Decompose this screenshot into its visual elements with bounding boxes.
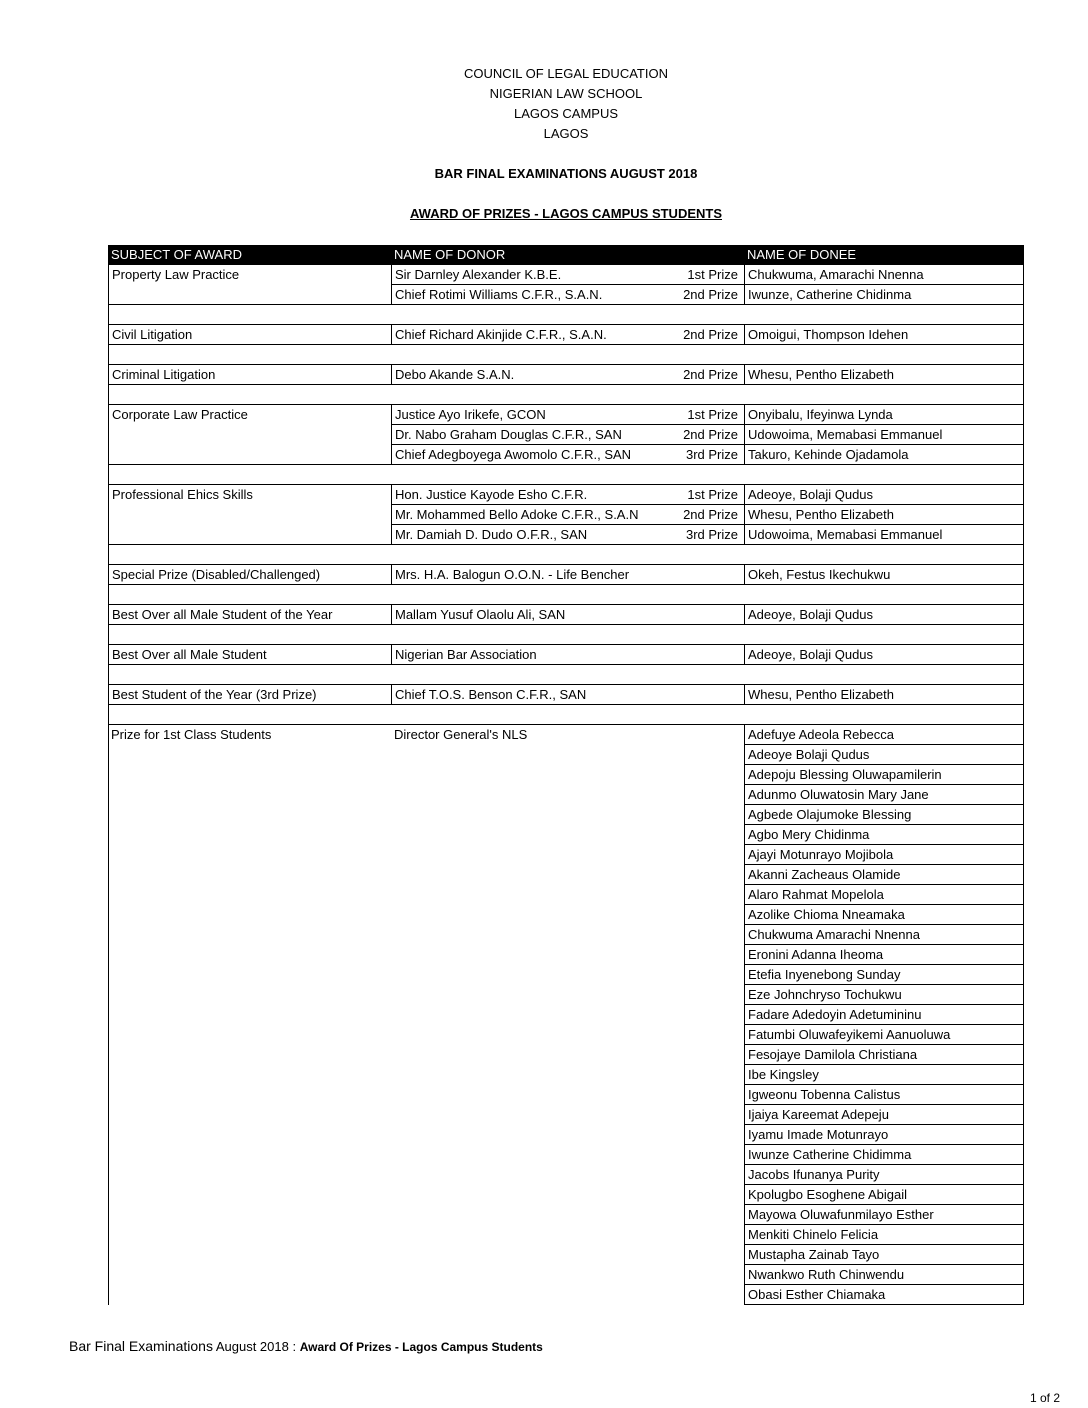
subject-cell: Best Student of the Year (3rd Prize) <box>108 685 391 705</box>
donee-cell: Eze Johnchryso Tochukwu <box>744 985 1024 1005</box>
donee-cell: Akanni Zacheaus Olamide <box>744 865 1024 885</box>
donee-cell: Igweonu Tobenna Calistus <box>744 1085 1024 1105</box>
footer-date: August 2018 : <box>212 1339 300 1354</box>
table-header-row <box>108 245 1024 265</box>
donee-cell: Nwankwo Ruth Chinwendu <box>744 1265 1024 1285</box>
prize-cell: 2nd Prize <box>683 367 738 382</box>
table-row <box>108 565 1024 585</box>
donee-cell: Etefia Inyenebong Sunday <box>744 965 1024 985</box>
table-row <box>108 925 1024 945</box>
donee-cell: Chukwuma Amarachi Nnenna <box>744 925 1024 945</box>
table-row <box>108 325 1024 345</box>
prize-cell <box>663 565 741 585</box>
donee-cell: Eronini Adanna Iheoma <box>744 945 1024 965</box>
prize-cell: 2nd Prize <box>683 287 738 302</box>
subject-cell: Professional Ehics Skills <box>108 485 391 505</box>
donee-cell: Iwunze Catherine Chidimma <box>744 1145 1024 1165</box>
table-row <box>108 765 1024 785</box>
spacer-row <box>108 385 1024 405</box>
prize-cell <box>663 605 741 625</box>
donor-cell: Chief Adegboyega Awomolo C.F.R., SAN <box>391 445 744 465</box>
donee-cell: Fesojaye Damilola Christiana <box>744 1045 1024 1065</box>
subject-cell: Prize for 1st Class Students <box>111 727 272 742</box>
table-row <box>108 865 1024 885</box>
table-row <box>108 1205 1024 1225</box>
donee-cell: Adeoye, Bolaji Qudus <box>744 605 1024 625</box>
donee-cell: Fatumbi Oluwafeyikemi Aanuoluwa <box>744 1025 1024 1045</box>
prize-cell: 1st Prize <box>687 487 738 502</box>
table-row <box>108 825 1024 845</box>
column-header-donor: NAME OF DONOR <box>394 247 506 262</box>
donor-cell: Sir Darnley Alexander K.B.E. <box>391 265 744 285</box>
donor-cell: Chief Richard Akinjide C.F.R., S.A.N. <box>391 325 744 345</box>
donee-cell: Agbo Mery Chidinma <box>744 825 1024 845</box>
subject-cell: Best Over all Male Student of the Year <box>108 605 391 625</box>
donee-cell: Whesu, Pentho Elizabeth <box>744 365 1024 385</box>
subject-cell: Criminal Litigation <box>108 365 391 385</box>
prize-cell: 1st Prize <box>687 267 738 282</box>
school-title: NIGERIAN LAW SCHOOL <box>489 86 643 101</box>
prize-cell <box>663 645 741 665</box>
table-row <box>108 1065 1024 1085</box>
prize-cell: 2nd Prize <box>683 507 738 522</box>
subject-cell <box>108 505 391 525</box>
donee-cell: Adeoye Bolaji Qudus <box>744 745 1024 765</box>
subject-cell <box>108 445 391 465</box>
section-title-text: AWARD OF PRIZES - LAGOS CAMPUS STUDENTS <box>409 206 722 221</box>
table-row <box>108 685 1024 705</box>
city-title: LAGOS <box>543 126 589 141</box>
table-row <box>108 985 1024 1005</box>
table-row <box>108 725 1024 745</box>
subject-cell <box>108 285 391 305</box>
subject-cell: Property Law Practice <box>108 265 391 285</box>
table-row <box>108 1285 1024 1305</box>
donee-cell: Udowoima, Memabasi Emmanuel <box>744 425 1024 445</box>
spacer-row <box>108 705 1024 725</box>
donee-cell: Mayowa Oluwafunmilayo Esther <box>744 1205 1024 1225</box>
prize-cell: 2nd Prize <box>683 427 738 442</box>
table-row <box>108 445 1024 465</box>
table-row <box>108 1145 1024 1165</box>
donor-cell: Mrs. H.A. Balogun O.O.N. - Life Bencher <box>391 565 744 585</box>
donor-cell: Chief T.O.S. Benson C.F.R., SAN <box>391 685 744 705</box>
prize-cell: 3rd Prize <box>685 527 738 542</box>
table-row <box>108 1245 1024 1265</box>
donee-cell: Whesu, Pentho Elizabeth <box>744 685 1024 705</box>
donee-cell: Fadare Adedoyin Adetumininu <box>744 1005 1024 1025</box>
table-left-border <box>108 725 109 1305</box>
donee-cell: Jacobs Ifunanya Purity <box>744 1165 1024 1185</box>
spacer-row <box>108 305 1024 325</box>
donor-cell: Director General's NLS <box>394 727 528 742</box>
donor-cell: Dr. Nabo Graham Douglas C.F.R., SAN <box>391 425 744 445</box>
table-row <box>108 285 1024 305</box>
exam-title: BAR FINAL EXAMINATIONS AUGUST 2018 <box>434 166 698 181</box>
donee-cell: Whesu, Pentho Elizabeth <box>744 505 1024 525</box>
table-row <box>108 1025 1024 1045</box>
column-header-donee: NAME OF DONEE <box>747 247 857 262</box>
page-number: 1 of 2 <box>1030 1391 1061 1405</box>
table-row <box>108 805 1024 825</box>
table-row <box>108 265 1024 285</box>
donee-cell: Takuro, Kehinde Ojadamola <box>744 445 1024 465</box>
donee-cell: Ibe Kingsley <box>744 1065 1024 1085</box>
table-row <box>108 1185 1024 1205</box>
donor-cell: Chief Rotimi Williams C.F.R., S.A.N. <box>391 285 744 305</box>
footer-exam-name: Bar Final Examinations <box>69 1338 213 1354</box>
table-row <box>108 525 1024 545</box>
donee-cell: Ijaiya Kareemat Adepeju <box>744 1105 1024 1125</box>
table-row <box>108 945 1024 965</box>
donee-cell: Adeoye, Bolaji Qudus <box>744 645 1024 665</box>
table-row <box>108 1125 1024 1145</box>
donor-cell: Hon. Justice Kayode Esho C.F.R. <box>391 485 744 505</box>
donor-cell: Debo Akande S.A.N. <box>391 365 744 385</box>
table-row <box>108 405 1024 425</box>
subject-cell <box>108 425 391 445</box>
table-row <box>108 1005 1024 1025</box>
table-row <box>108 605 1024 625</box>
donee-cell: Mustapha Zainab Tayo <box>744 1245 1024 1265</box>
spacer-row <box>108 665 1024 685</box>
table-row <box>108 1105 1024 1125</box>
prize-cell: 2nd Prize <box>683 327 738 342</box>
table-row <box>108 425 1024 445</box>
donee-cell: Okeh, Festus Ikechukwu <box>744 565 1024 585</box>
table-row <box>108 505 1024 525</box>
donor-cell: Mallam Yusuf Olaolu Ali, SAN <box>391 605 744 625</box>
table-row <box>108 1265 1024 1285</box>
spacer-row <box>108 465 1024 485</box>
donee-cell: Omoigui, Thompson Idehen <box>744 325 1024 345</box>
donee-cell: Alaro Rahmat Mopelola <box>744 885 1024 905</box>
subject-cell: Best Over all Male Student <box>108 645 391 665</box>
donee-cell: Agbede Olajumoke Blessing <box>744 805 1024 825</box>
table-row <box>108 885 1024 905</box>
donor-cell: Mr. Damiah D. Dudo O.F.R., SAN <box>391 525 744 545</box>
table-row <box>108 1085 1024 1105</box>
subject-cell <box>108 525 391 545</box>
donee-cell: Menkiti Chinelo Felicia <box>744 1225 1024 1245</box>
table-row <box>108 485 1024 505</box>
spacer-row <box>108 585 1024 605</box>
table-row <box>108 645 1024 665</box>
page-footer <box>69 1338 543 1354</box>
donee-cell: Azolike Chioma Nneamaka <box>744 905 1024 925</box>
donee-cell: Obasi Esther Chiamaka <box>744 1285 1024 1305</box>
prize-cell: 3rd Prize <box>685 447 738 462</box>
spacer-row <box>108 545 1024 565</box>
donee-cell: Onyibalu, Ifeyinwa Lynda <box>744 405 1024 425</box>
donor-cell: Mr. Mohammed Bello Adoke C.F.R., S.A.N <box>391 505 744 525</box>
donee-cell: Kpolugbo Esoghene Abigail <box>744 1185 1024 1205</box>
subject-cell: Special Prize (Disabled/Challenged) <box>108 565 391 585</box>
council-title: COUNCIL OF LEGAL EDUCATION <box>464 66 668 81</box>
table-row <box>108 1045 1024 1065</box>
footer-section: Award Of Prizes - Lagos Campus Students <box>299 1340 543 1354</box>
donee-cell: Iyamu Imade Motunrayo <box>744 1125 1024 1145</box>
table-row <box>108 965 1024 985</box>
table-row <box>108 365 1024 385</box>
prize-cell: 1st Prize <box>687 407 738 422</box>
donee-cell: Iwunze, Catherine Chidinma <box>744 285 1024 305</box>
table-row <box>108 745 1024 765</box>
donee-cell: Adeoye, Bolaji Qudus <box>744 485 1024 505</box>
spacer-row <box>108 625 1024 645</box>
column-header-subject: SUBJECT OF AWARD <box>111 247 242 262</box>
table-row <box>108 845 1024 865</box>
donee-cell: Adunmo Oluwatosin Mary Jane <box>744 785 1024 805</box>
spacer-row <box>108 345 1024 365</box>
subject-cell: Civil Litigation <box>108 325 391 345</box>
donor-cell: Nigerian Bar Association <box>391 645 744 665</box>
subject-cell: Corporate Law Practice <box>108 405 391 425</box>
table-row <box>108 1165 1024 1185</box>
prize-cell <box>663 685 741 705</box>
donor-cell: Justice Ayo Irikefe, GCON <box>391 405 744 425</box>
donee-cell: Udowoima, Memabasi Emmanuel <box>744 525 1024 545</box>
donee-cell: Adefuye Adeola Rebecca <box>744 725 1024 745</box>
donee-cell: Ajayi Motunrayo Mojibola <box>744 845 1024 865</box>
campus-title: LAGOS CAMPUS <box>513 106 619 121</box>
table-row <box>108 785 1024 805</box>
section-title <box>0 204 1088 224</box>
table-row <box>108 1225 1024 1245</box>
donee-cell: Chukwuma, Amarachi Nnenna <box>744 265 1024 285</box>
table-row <box>108 905 1024 925</box>
donee-cell: Adepoju Blessing Oluwapamilerin <box>744 765 1024 785</box>
